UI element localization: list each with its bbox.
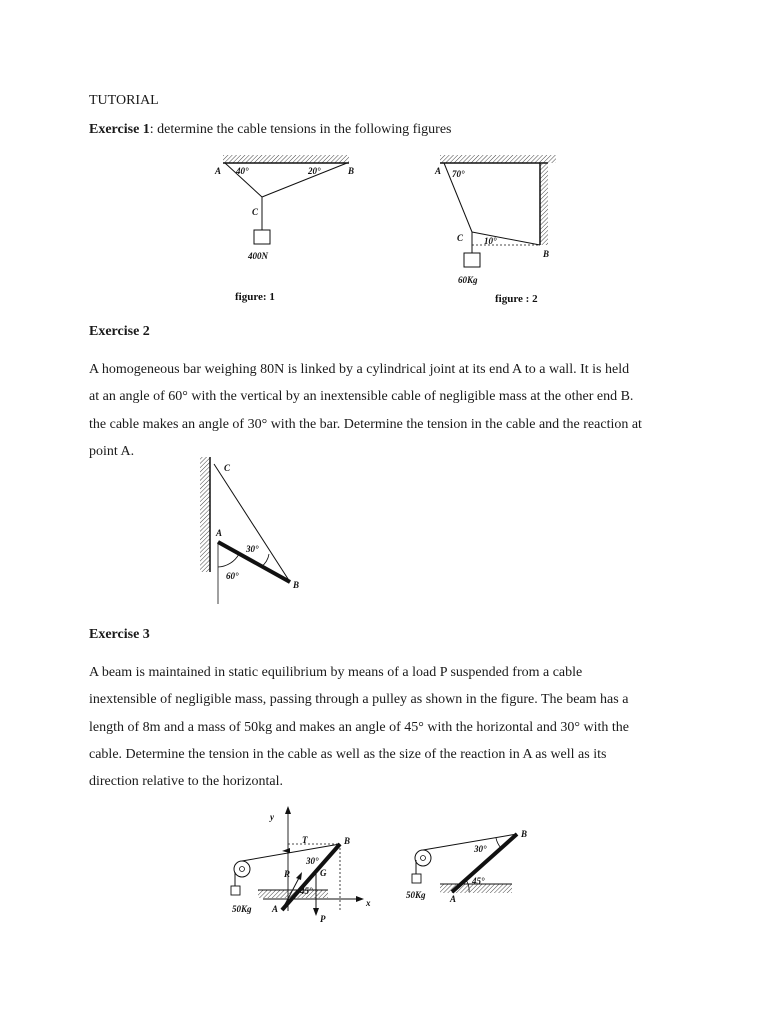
load-label: 50Kg bbox=[406, 890, 426, 900]
angle-arc-60 bbox=[218, 554, 239, 567]
exercise-3-figure-b bbox=[404, 826, 534, 916]
pulley-hub bbox=[240, 867, 245, 872]
load-box bbox=[412, 874, 421, 883]
label-g: G bbox=[320, 868, 327, 878]
exercise-3-line: direction relative to the horizontal. bbox=[89, 774, 283, 790]
exercise-1-heading: Exercise 1 bbox=[89, 122, 150, 137]
reaction-arrow bbox=[296, 872, 302, 880]
load-box bbox=[231, 886, 240, 895]
beam bbox=[282, 844, 340, 910]
wall-hatch bbox=[200, 457, 210, 572]
load-box bbox=[464, 253, 480, 267]
label-c: C bbox=[457, 233, 464, 243]
label-r: R bbox=[284, 869, 291, 879]
label-a: A bbox=[272, 904, 279, 914]
label-b: B bbox=[348, 166, 355, 176]
label-c: C bbox=[224, 463, 231, 473]
label-a: A bbox=[215, 166, 222, 176]
angle-label-10: 10° bbox=[484, 236, 497, 246]
label-t: T bbox=[302, 835, 308, 845]
exercise-3-heading: Exercise 3 bbox=[89, 627, 150, 642]
exercise-2-line: point A. bbox=[89, 443, 135, 459]
ceiling-hatch bbox=[223, 155, 349, 163]
angle-label-45: 45° bbox=[472, 876, 485, 886]
label-b: B bbox=[521, 829, 528, 839]
page-title: TUTORIAL bbox=[89, 93, 159, 108]
figure-2-caption: figure : 2 bbox=[495, 293, 538, 305]
label-b: B bbox=[293, 580, 300, 590]
wall-hatch bbox=[540, 163, 548, 245]
exercise-2-line: A homogeneous bar weighing 80N is linked by a cylindrical joint at its end A to a wall. It is held bbox=[89, 362, 630, 377]
cable-bc bbox=[262, 163, 347, 197]
label-b: B bbox=[344, 836, 351, 846]
exercise-2-line: the cable makes an angle of 30° with the bar. Determine the tension in the cable and the reaction at bbox=[89, 416, 642, 432]
load-label: 400N bbox=[248, 251, 268, 261]
exercise-3-line: inextensible of negligible mass, passing through a pulley as shown in the figure. The beam has a bbox=[89, 692, 629, 708]
exercise-2-heading: Exercise 2 bbox=[89, 324, 150, 339]
angle-label-70: 70° bbox=[452, 169, 465, 179]
exercise-3-line: cable. Determine the tension in the cable as well as the size of the reaction in A as well as its bbox=[89, 746, 607, 762]
angle-label-30: 30° bbox=[306, 856, 319, 866]
load-label: 50Kg bbox=[232, 904, 252, 914]
load-box bbox=[254, 230, 270, 244]
exercise-3-body bbox=[89, 659, 680, 795]
ceiling-hatch bbox=[440, 155, 556, 163]
label-p: P bbox=[320, 914, 326, 924]
tension-arrow bbox=[282, 848, 290, 853]
angle-label-30: 30° bbox=[246, 544, 259, 554]
angle-label-60: 60° bbox=[226, 571, 239, 581]
exercise-1-intro bbox=[89, 122, 451, 138]
exercise-3-line: length of 8m and a mass of 50kg and makes an angle of 45° with the horizontal and 30° with the bbox=[89, 719, 629, 735]
exercise-2-figure bbox=[190, 452, 310, 607]
label-a: A bbox=[216, 528, 223, 538]
exercise-2-line: at an angle of 60° with the vertical by an inextensible cable of negligible mass at the other end B. bbox=[89, 389, 634, 405]
load-label: 60Kg bbox=[458, 275, 478, 285]
angle-arc-30 bbox=[496, 838, 501, 848]
label-c: C bbox=[252, 207, 259, 217]
label-a: A bbox=[435, 166, 442, 176]
figure-1-caption: figure: 1 bbox=[235, 291, 275, 303]
x-axis-arrow bbox=[356, 896, 364, 902]
label-b: B bbox=[543, 249, 550, 259]
angle-label-20: 20° bbox=[308, 166, 321, 176]
exercise-1-text: : determine the cable tensions in the following figures bbox=[149, 122, 452, 137]
cable-bc bbox=[472, 232, 540, 245]
exercise-2-body bbox=[89, 356, 680, 465]
exercise-3-figure-a bbox=[228, 806, 378, 926]
label-y: y bbox=[270, 812, 274, 822]
y-axis-arrow bbox=[285, 806, 291, 814]
cable-bc bbox=[214, 464, 290, 582]
figure-1 bbox=[215, 155, 355, 305]
exercise-3-line: A beam is maintained in static equilibrium by means of a load P suspended from a cable bbox=[89, 665, 583, 680]
angle-label-45: 45° bbox=[300, 886, 313, 896]
label-a: A bbox=[450, 894, 457, 904]
weight-arrow bbox=[313, 908, 319, 916]
figure-2 bbox=[432, 155, 572, 310]
label-x: x bbox=[366, 898, 371, 908]
angle-label-40: 40° bbox=[236, 166, 249, 176]
pulley-hub bbox=[421, 856, 426, 861]
angle-label-30: 30° bbox=[474, 844, 487, 854]
